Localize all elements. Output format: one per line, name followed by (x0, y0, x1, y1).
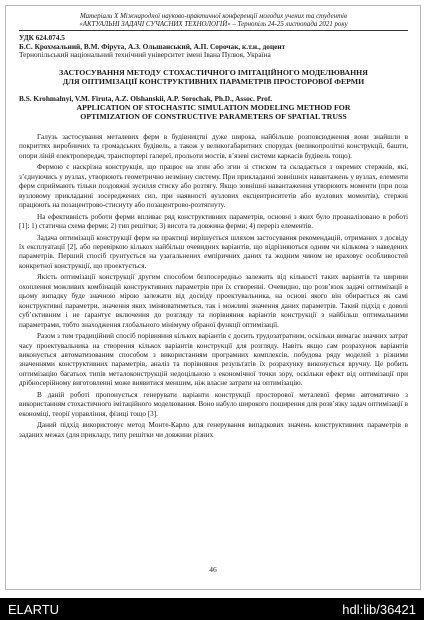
page-frame (5, 5, 421, 590)
body-text (19, 133, 408, 440)
affiliation: Тернопільський національний технічний університет імені Івана Пулюя, Україна (19, 50, 271, 60)
paper-page (19, 13, 408, 442)
title-uk (19, 68, 408, 86)
footer-repository-label: ELARTU (8, 602, 60, 617)
title-en-line-1: APPLICATION OF STOCHASTIC SIMULATION MODELING METHOD FOR (76, 103, 351, 113)
conference-line-2: «АКТУАЛЬНІ ЗАДАЧІ СУЧАСНИХ ТЕХНОЛОГІЙ» – Тернопіль 24-25 листопада 2021 року (79, 21, 348, 29)
paragraph: Задача оптимізації конструкції ферм на практиці вирішується шляхом застосування рекомендацій, отриманих з досвіду їх експлуатації [2], або перевіркою кількох найбільш очевидних варіантів, що відрізняються одним чи кількома з наведених параметрів. Перший спосіб ґрунтується на узагальнених емпіричних даних та жодним чином не враховує особливостей конкретної конструкції, що проектується. (19, 233, 408, 270)
paragraph: Разом з тим традиційний спосіб порівняння кількох варіантів є досить трудозатратним, оскільки вимагає значних затрат часу проектувальника на створення кількох варіантів конструкції для розгляду. Навіть якщо сам розрахунок варіантів виконується автоматизованим способом з використанням програмних комплексів, побудова ряду моделей з різними значеннями конструктивних параметрів, аналіз та порівняння результатів їх розрахунку виконується вручну. Це робить оптимізацію багатьох типів металоконструкцій недоцільною з економічної точки зору, оскільки ефект від оптимізації при дрібносерійному виготовленні може виявитися меншим, ніж власне затрати на оптимізацію. (19, 332, 408, 388)
title-en-line-2: OPTIMIZATION OF CONSTRUCTIVE PARAMETERS OF SPATIAL TRUSS (80, 112, 347, 122)
title-en (19, 103, 408, 121)
paragraph: Фермою є наскрізна конструкція, що працює на згин або згин зі стиском та складається з окремих стержнів, які, з’єднуючись у вузлах, утворюють геометрично незмінну систему. При прикладанні зовнішніх навантажень у вузлах, елементи ферм сприймають тільки поздовжні зусилля стиску або розтягу. Якщо зовнішні навантаження утворюють моменти (при поза вузловому прикладанні зосереджених сил, при наявності вузлових ексцентриситетів або вузлових моментів), стержні працюють на позацентрово-стиснуту або позацентрово-розтягнуту. (19, 163, 408, 210)
footer-bar (0, 598, 424, 620)
footer-handle-label: hdl:lib/36421 (342, 602, 416, 617)
authors-uk: Б.С. Крохмальний, В.М. Фірута, А.З. Ольшанський, А.П. Сорочак, к.т.н., доцент (19, 41, 286, 51)
paragraph: Даний підхід використовує метод Монте-Карло для генерування випадкових значень конструктивних параметрів в заданих межах (для прикладу, типу решітки чи довжини різних (19, 421, 408, 439)
title-uk-line-1: ЗАСТОСУВАННЯ МЕТОДУ СТОХАСТИЧНОГО ІМІТАЦІЙНОГО МОДЕЛЮВАННЯ (59, 67, 368, 77)
udk-code: УДК 624.074.5 (19, 33, 65, 43)
paragraph: На ефективність роботи ферми впливає ряд конструктивних параметрів, основні з яких було проаналізовано в роботі [1]: 1) статична схема ферми; 2) тип решітки; 3) висота та довжина ферми; 4) переріз елементів. (19, 212, 408, 231)
page-number: 46 (209, 565, 217, 574)
paragraph: Галузь застосування металевих ферм в будівництві дуже широка, найбільше розповсюдження вони знайшли в покриттях виробничих та громадських будівель, а також у великогабаритних спорудах (великопролітні конструкції, башти, опори ліній електропередач, транспортері галереї, прольоти мостів, в’язеві системи каркасів будівель тощо). (19, 133, 408, 160)
paragraph: В даній роботі пропонується генерувати варіанти конструкції просторової металевої ферми автоматично з використанням стохастичного імітаційного моделювання. Воно набуло широкого поширення для розв’язку задач оптимізації в економіці, теорії управління, фізиці тощо [3]. (19, 390, 408, 418)
authors-en: B.S. Krohmalnyi, V.M. Firuta, A.Z. Olshanskii, A.P. Sorochak, Ph.D., Assoc. Prof. (19, 93, 273, 103)
title-uk-line-2: ДЛЯ ОПТИМІЗАЦІЇ КОНСТРУКТИВНИХ ПАРАМЕТРІВ ПРОСТОРОВОЇ ФЕРМИ (62, 76, 365, 86)
paragraph: Якість оптимізації конструкції другим способом безпосередньо залежить від кількості таких варіантів та ширини охоплення можливих комбінацій конструктивних параметрів при їх створенні. Очевидно, що розв’язок задачі оптимізації в цьому випадку буде значною мірою залежати від досвіду проектувальника, на основі якого він обирається як самі конструктивні параметри, значення яких змінюватиметься, так і можливі значення даних параметрів. Такий підхід є доволі суб’єктивним і не гарантує включення до розгляду та порівняння варіантів конструкції з найбільш оптимальними параметрами, тобто знаходження глобального мінімуму обраної функції оптимізації. (19, 273, 408, 329)
conference-header (19, 13, 408, 31)
conference-line-1: Матеріали Х Міжнародної науково-практичної конференції молодих учених та студентів (80, 13, 347, 20)
